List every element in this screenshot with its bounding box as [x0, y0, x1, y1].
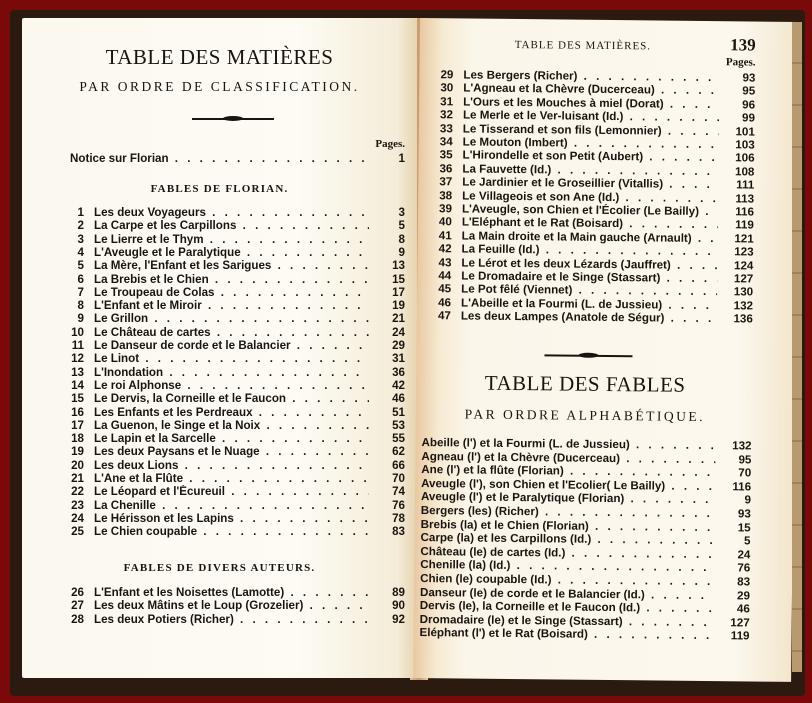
toc-entry [62, 499, 405, 512]
entry-page: 123 [734, 245, 754, 259]
entry-title: Le roi Alphonse . . . [94, 379, 369, 392]
entry-page: 83 [392, 525, 405, 539]
running-head: TABLE DES MATIÈRES. [514, 38, 652, 53]
entry-page: 24 [392, 325, 405, 339]
entry-number: 37 [439, 175, 453, 189]
entry-number: 32 [440, 108, 454, 122]
entry-title: La Guenon, le Singe et la Noix . . . [94, 419, 369, 432]
toc-entry [62, 273, 405, 286]
toc-entry [62, 525, 405, 538]
pages-column-label: Pages. [375, 138, 405, 150]
page-number: 139 [730, 35, 756, 55]
toc-entry [62, 459, 405, 472]
entry-page: 3 [398, 206, 405, 219]
entry-title: Les Enfants et les Perdreaux . . . [94, 406, 369, 419]
entry-page: 9 [398, 245, 405, 259]
entry-number: 31 [440, 95, 454, 109]
entry-page: 93 [742, 71, 756, 85]
entry-page: 119 [730, 629, 750, 643]
toc-entry [62, 485, 405, 498]
entry-page: 116 [735, 205, 755, 219]
entry-number: 26 [71, 586, 84, 599]
entry-title: Le Grillon . . . [94, 312, 369, 325]
entry-title: Le Tisserand et son fils (Lemonnier) . . . [463, 122, 719, 138]
entry-number: 25 [71, 525, 84, 539]
entry-title: Notice sur Florian . . . [70, 152, 369, 165]
entry-title: Le Pot fêlé (Viennet) . . . [461, 283, 717, 299]
entry-title: Chenille (la) (Id.) . . . [420, 558, 714, 574]
entry-number: 45 [438, 282, 452, 296]
toc-entry [62, 432, 405, 445]
entry-title: Eléphant (l') et le Rat (Boisard) . . . [419, 626, 713, 642]
entry-title: L'Aveugle, son Chien et l'Écolier (Le Bailly) . . . [462, 202, 718, 218]
entry-page: 74 [392, 485, 405, 499]
toc-entry [62, 326, 405, 339]
entry-number: 8 [77, 299, 84, 313]
toc-entry [429, 309, 753, 326]
entry-page: 51 [392, 405, 405, 419]
toc-entry [62, 406, 405, 419]
entry-title: L'Inondation . . . [94, 366, 369, 379]
entry-title: Le Lierre et le Thym . . . [94, 233, 369, 246]
entry-number: 30 [440, 81, 454, 95]
entry-page: 5 [398, 219, 405, 233]
entry-page: 46 [392, 392, 405, 406]
entry-page: 132 [732, 439, 752, 453]
entry-page: 62 [392, 445, 405, 459]
entry-number: 4 [77, 245, 84, 259]
entry-page: 83 [737, 575, 751, 589]
entry-page: 8 [398, 232, 405, 246]
entry-title: Aveugle (l') et le Paralytique (Florian) . . . [421, 490, 715, 506]
toc-entry [62, 352, 405, 365]
entry-title: Château (le) de cartes (Id.) . . . [420, 545, 714, 561]
entry-page: 127 [733, 272, 754, 286]
toc-entry [62, 233, 405, 246]
entry-page: 46 [736, 602, 750, 616]
entry-number: 13 [71, 365, 84, 379]
left-page [22, 18, 417, 678]
entry-title: Le Troupeau de Colas . . . [94, 286, 369, 299]
entry-page: 111 [736, 178, 755, 192]
entry-title: La Main droite et la Main gauche (Arnault) . . . [462, 229, 718, 245]
entry-page: 132 [733, 299, 754, 313]
entry-page: 103 [735, 138, 755, 152]
entry-page: 5 [744, 534, 751, 548]
entry-title: Carpe (la) et les Carpillons (Id.) . . . [420, 531, 714, 547]
entry-page: 78 [392, 511, 405, 525]
entry-number: 23 [71, 498, 84, 512]
entry-page: 121 [734, 232, 754, 246]
entry-number: 27 [71, 599, 84, 613]
entry-page: 53 [392, 418, 405, 432]
entry-number: 14 [71, 378, 84, 392]
entry-title: Dromadaire (le) et le Singe (Stassart) . . . [420, 613, 714, 629]
entry-number: 43 [438, 255, 452, 269]
entry-page: 9 [744, 493, 752, 507]
entry-title: Le Jardinier et le Groseillier (Vitallis) . . . [462, 176, 718, 192]
entry-title: Abeille (l') et la Fourmi (L. de Jussieu) . . . [421, 436, 715, 452]
entry-page: 92 [392, 612, 405, 626]
entry-page: 124 [734, 258, 754, 273]
entry-title: La Feuille (Id.) . . . [462, 243, 718, 259]
entry-number: 40 [438, 215, 452, 229]
entry-title: Les deux Paysans et le Nuage . . . [94, 445, 369, 458]
entry-page: 127 [730, 616, 750, 630]
entry-page: 15 [737, 520, 751, 535]
toc-entry [62, 392, 405, 405]
entry-page: 21 [392, 312, 405, 326]
toc-entry [62, 259, 405, 272]
entry-number: 29 [440, 68, 454, 82]
toc-entry [62, 586, 405, 599]
toc-entry [62, 246, 405, 259]
toc-entry [62, 419, 405, 432]
entry-page: 116 [732, 480, 752, 494]
entry-number: 28 [71, 612, 84, 626]
toc-entry [62, 312, 405, 325]
entry-title: L'Abeille et la Fourmi (L. de Jussieu) . . . [461, 296, 717, 312]
entry-number: 10 [71, 325, 84, 339]
entry-title: Le Dervis, la Corneille et le Faucon . . . [94, 392, 369, 405]
entry-number: 1 [77, 206, 84, 219]
entry-title: Chien (le) coupable (Id.) . . . [420, 572, 714, 588]
entry-title: Le Dromadaire et le Singe (Stassart) . . . [461, 269, 717, 285]
entry-title: Danseur (le) de corde et le Balancier (Id.) . . . [420, 586, 714, 602]
entry-page: 95 [742, 84, 756, 98]
entry-title: L'Ours et les Mouches à miel (Dorat) . . . [463, 95, 719, 111]
entry-page: 136 [733, 312, 753, 326]
entry-page: 70 [392, 472, 405, 485]
notice-row [70, 152, 405, 165]
entry-number: 5 [77, 259, 84, 273]
page-title: TABLE DES MATIÈRES [105, 45, 334, 69]
entry-title: Les deux Lampes (Anatole de Ségur) . . . [461, 310, 717, 326]
entry-number: 20 [71, 458, 84, 472]
entry-title: Le Lapin et la Sarcelle . . . [94, 432, 369, 445]
entry-page: 42 [392, 378, 405, 392]
section-heading: FABLES DE DIVERS AUTEURS. [123, 562, 316, 574]
entry-number: 15 [71, 392, 84, 406]
entry-page: 89 [392, 586, 405, 599]
entry-number: 16 [71, 405, 84, 419]
entry-page: 96 [742, 98, 756, 112]
entry-number: 12 [71, 352, 84, 366]
toc-entry [419, 626, 749, 643]
toc-entry [62, 445, 405, 458]
toc-entry [62, 613, 405, 626]
entry-title: Les deux Potiers (Richer) . . . [94, 613, 369, 626]
entry-page: 130 [733, 285, 754, 299]
entry-title: Les deux Voyageurs . . . [94, 206, 369, 219]
entry-title: Le Merle et le Ver-luisant (Id.) . . . [463, 109, 719, 125]
entry-number: 11 [71, 339, 84, 352]
section-heading: FABLES DE FLORIAN. [150, 183, 289, 195]
entry-title: Le Linot . . . [94, 352, 369, 365]
entry-page: 70 [738, 466, 752, 480]
entry-page: 19 [392, 299, 405, 313]
entry-number: 36 [439, 162, 453, 176]
entry-page: 1 [398, 152, 405, 165]
entry-title: La Chenille . . . [94, 499, 369, 512]
alpha-table-title: TABLE DES FABLES [484, 370, 686, 397]
entry-title: La Fauvette (Id.) . . . [462, 162, 718, 178]
entry-title: Le Léopard et l'Écureuil . . . [94, 485, 369, 498]
entry-number: 21 [71, 472, 84, 485]
entry-page: 13 [392, 259, 405, 273]
entry-title: Les Bergers (Richer) . . . [463, 68, 719, 84]
entry-page: 95 [738, 452, 752, 467]
entry-title: Brebis (la) et le Chien (Florian) . . . [421, 518, 715, 534]
right-page [413, 18, 798, 682]
entry-page: 15 [392, 272, 405, 286]
entry-number: 18 [71, 432, 84, 446]
toc-entry [62, 219, 405, 232]
entry-number: 39 [439, 202, 453, 216]
entry-title: L'Enfant et les Noisettes (Lamotte) . . . [94, 586, 369, 599]
entry-number: 7 [77, 285, 84, 299]
entry-number: 22 [71, 485, 84, 499]
entry-number: 46 [438, 296, 452, 310]
entry-number: 35 [439, 148, 453, 162]
entry-title: L'Agneau et la Chèvre (Ducerceau) . . . [463, 82, 719, 98]
entry-title: Le Chien coupable . . . [94, 525, 369, 538]
entry-number: 41 [438, 229, 452, 243]
entry-number: 3 [77, 232, 84, 246]
page-subtitle: PAR ORDRE DE CLASSIFICATION. [79, 79, 360, 94]
entry-title: Bergers (les) (Richer) . . . [421, 504, 715, 520]
entry-page: 113 [735, 191, 755, 206]
toc-entry [62, 512, 405, 525]
entry-number: 42 [438, 242, 452, 256]
entry-title: La Mère, l'Enfant et les Sarigues . . . [94, 259, 369, 272]
entry-page: 90 [392, 599, 405, 613]
entry-title: Le Mouton (Imbert) . . . [463, 135, 719, 151]
ornament-divider [192, 118, 274, 120]
entry-page: 106 [735, 151, 755, 165]
entry-page: 101 [735, 124, 755, 139]
entry-page: 119 [735, 218, 754, 232]
entry-page: 29 [392, 339, 405, 352]
entry-title: Ane (l') et la flûte (Florian) . . . [421, 463, 715, 479]
entry-page: 93 [737, 507, 751, 521]
pages-column-label: Pages. [725, 56, 756, 69]
entry-number: 2 [77, 219, 84, 233]
entry-number: 19 [71, 445, 84, 459]
entry-title: L'Eléphant et le Rat (Boisard) . . . [462, 216, 718, 232]
entry-title: Les deux Lions . . . [94, 459, 369, 472]
entry-title: Le Danseur de corde et le Balancier . . . [94, 339, 369, 352]
entry-title: La Brebis et le Chien . . . [94, 273, 369, 286]
toc-entry [62, 299, 405, 312]
entry-page: 55 [392, 432, 405, 446]
alpha-table-subtitle: PAR ORDRE ALPHABÉTIQUE. [464, 406, 706, 425]
entry-title: L'Ane et la Flûte . . . [94, 472, 369, 485]
toc-entry [62, 206, 405, 219]
toc-entry [62, 599, 405, 612]
entry-page: 29 [736, 588, 751, 603]
entry-page: 76 [737, 561, 751, 575]
entry-title: Le Lérot et les deux Lézards (Jauffret) . . . [461, 256, 717, 272]
entry-page: 66 [392, 458, 405, 472]
entry-title: Agneau (l') et la Chèvre (Ducerceau) . . . [421, 450, 715, 466]
entry-page: 17 [392, 285, 405, 299]
entry-title: L'Hirondelle et son Petit (Aubert) . . . [462, 149, 718, 165]
entry-number: 44 [438, 269, 452, 283]
entry-title: Le Hérisson et les Lapins . . . [94, 512, 369, 525]
entry-page: 31 [392, 352, 405, 366]
entry-number: 33 [439, 121, 453, 135]
toc-entry [62, 339, 405, 352]
entry-number: 17 [71, 418, 84, 432]
entry-title: Dervis (le), la Corneille et le Faucon (Id.) . . . [420, 599, 714, 615]
entry-number: 9 [77, 312, 84, 326]
entry-title: La Carpe et les Carpillons . . . [94, 219, 369, 232]
entry-title: Aveugle (l'), son Chien et l'Ecolier( Le Bailly) . . . [421, 477, 715, 493]
entry-page: 76 [392, 498, 405, 512]
entry-number: 24 [71, 511, 84, 525]
entry-title: L'Enfant et le Miroir . . . [94, 299, 369, 312]
entry-number: 6 [77, 272, 84, 286]
entry-page: 108 [734, 165, 755, 179]
toc-entry [62, 366, 405, 379]
entry-page: 24 [737, 548, 751, 562]
entry-title: L'Aveugle et le Paralytique . . . [94, 246, 369, 259]
toc-entry [62, 286, 405, 299]
entry-title: Le Château de cartes . . . [94, 326, 369, 339]
entry-number: 38 [439, 188, 453, 202]
entry-title: Le Villageois et son Ane (Id.) . . . [462, 189, 718, 205]
entry-number: 34 [439, 135, 453, 149]
entry-page: 36 [392, 365, 405, 379]
entry-title: Les deux Mâtins et le Loup (Grozelier) . . . [94, 599, 369, 612]
entry-number: 47 [437, 309, 451, 323]
toc-entry [62, 379, 405, 392]
page-edges [792, 22, 802, 672]
section-divider [544, 354, 632, 357]
toc-entry [62, 472, 405, 485]
entry-page: 99 [741, 111, 756, 125]
